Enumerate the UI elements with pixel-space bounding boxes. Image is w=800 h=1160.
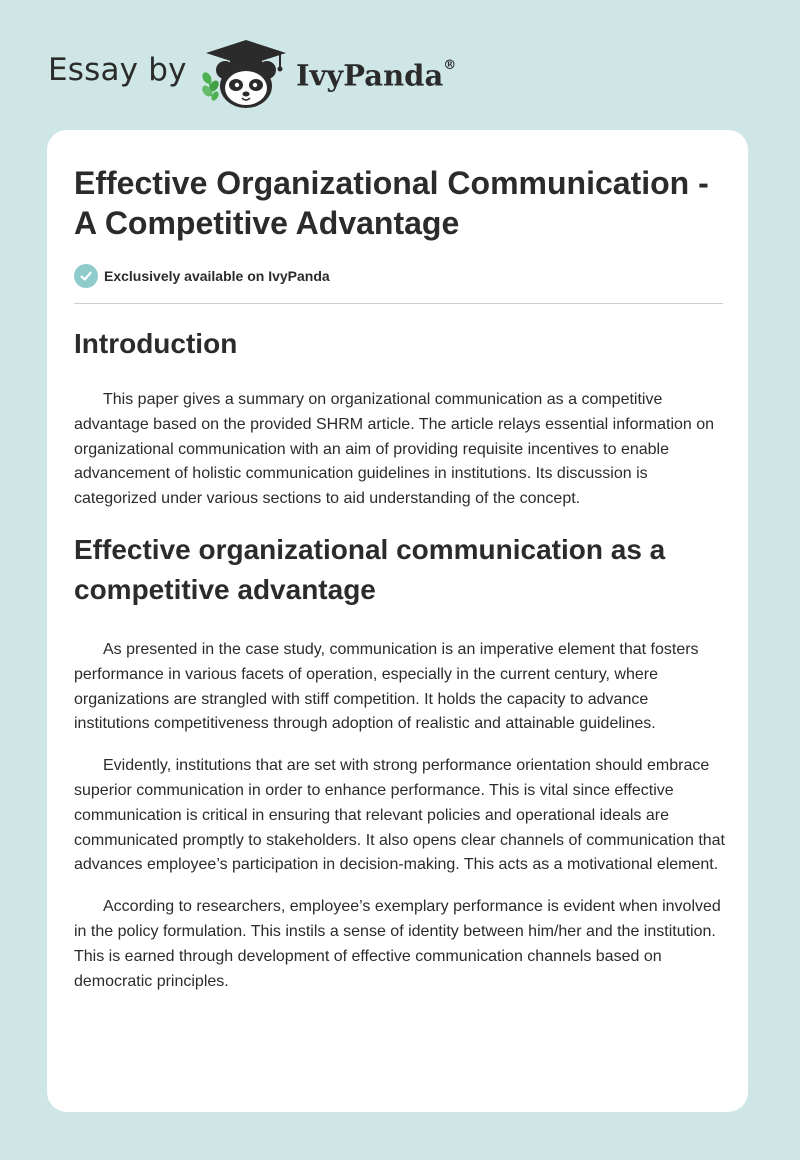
exclusive-badge <box>74 263 330 289</box>
paragraph: Evidently, institutions that are set with strong performance orientation should embrace superior communication in order to enhance performance. This is vital since effective communication is critical in ensuring that relevant policies and operational ideals are communicated promptly to stakeholders. It also opens clear channels of communication that advances employee’s participation in decision-making. This acts as a motivational element. <box>74 757 725 874</box>
article-title: Effective Organizational Communication - A Competitive Advantage <box>74 165 709 241</box>
brand-name-text: IvyPanda <box>296 58 444 93</box>
article-body <box>74 320 726 994</box>
paragraph: As presented in the case study, communication is an imperative element that fosters performance in various facets of operation, especially in the current century, where organizations are strangled with stiff competition. It holds the capacity to advance institutions competitiveness through adoption of realistic and attainable guidelines. <box>74 640 699 733</box>
section-heading-competitive-advantage: Effective organizational communication as a competitive advantage <box>74 533 666 605</box>
registered-mark: ® <box>443 58 457 73</box>
paragraph: This paper gives a summary on organizational communication as a competitive advantage based on the provided SHRM article. The article relays essential information on organizational communication with an aim of providing requisite incentives to enable advancement of holistic communication guidelines in institutions. Its discussion is categorized under various sections to aid understanding of the concept. <box>74 391 715 508</box>
essay-by-label: Essay by <box>48 52 187 88</box>
section-heading-introduction: Introduction <box>74 328 238 359</box>
article-card <box>47 130 748 1112</box>
brand-name[interactable] <box>296 52 456 96</box>
site-header <box>0 0 800 120</box>
paragraph: According to researchers, employee’s exemplary performance is evident when involved in the policy formulation. This instils a sense of identity between him/her and the institution. This is earned through development of effective communication channels based on democratic principles. <box>74 898 721 990</box>
panda-graduation-cap-icon[interactable] <box>200 36 292 110</box>
title-divider <box>74 303 723 304</box>
exclusive-badge-text: Exclusively available on IvyPanda <box>104 268 330 284</box>
check-circle-icon <box>74 264 98 288</box>
